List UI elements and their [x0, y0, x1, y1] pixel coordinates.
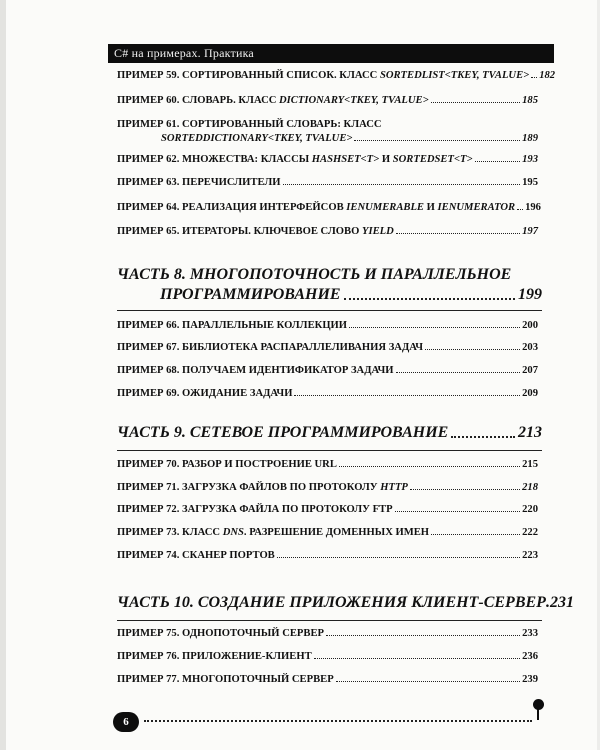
toc-entry-label: ПРИМЕР 73. КЛАСС DNS. РАЗРЕШЕНИЕ ДОМЕННЫХ ИМЕН	[117, 527, 430, 538]
toc-entry-label: ПРИМЕР 63. ПЕРЕЧИСЛИТЕЛИ	[117, 177, 281, 188]
dot-leader	[410, 489, 520, 490]
footer-ornament-dot	[533, 699, 544, 710]
running-header	[108, 44, 554, 63]
toc-entry-65[interactable]	[117, 226, 538, 237]
part-page-number: 199	[518, 286, 542, 303]
toc-page-number: 200	[522, 320, 538, 331]
toc-page-number: 222	[522, 527, 538, 538]
toc-page-number: 209	[522, 388, 538, 399]
toc-page-number: 193	[522, 154, 538, 165]
toc-entry-61[interactable]	[117, 119, 538, 144]
part-heading-10[interactable]	[117, 594, 574, 612]
toc-entry-69[interactable]	[117, 388, 538, 399]
part-heading-line2: ПРОГРАММИРОВАНИЕ	[160, 286, 341, 303]
dot-leader	[395, 511, 521, 512]
section-divider	[117, 310, 542, 311]
toc-entry-73[interactable]	[117, 527, 538, 538]
toc-page-number: 223	[522, 550, 538, 561]
toc-entry-label: ПРИМЕР 64. РЕАЛИЗАЦИЯ ИНТЕРФЕЙСОВ IENUMERABLE И IENUMERATOR	[117, 202, 516, 213]
toc-entry-label: ПРИМЕР 72. ЗАГРУЗКА ФАЙЛА ПО ПРОТОКОЛУ FTP	[117, 504, 393, 515]
dot-leader	[326, 635, 520, 636]
toc-entry-75[interactable]	[117, 628, 538, 639]
dot-leader	[431, 534, 520, 535]
toc-entry-label-line2: SORTEDDICTIONARY<TKEY, TVALUE>	[161, 133, 353, 144]
dot-leader	[451, 436, 515, 438]
toc-entry-label: ПРИМЕР 65. ИТЕРАТОРЫ. КЛЮЧЕВОЕ СЛОВО YIELD	[117, 226, 394, 237]
toc-entry-66[interactable]	[117, 320, 538, 331]
toc-page-number: 196	[525, 202, 541, 213]
toc-page-number: 203	[522, 342, 538, 353]
toc-page-number: 195	[522, 177, 538, 188]
toc-entry-68[interactable]	[117, 365, 538, 376]
toc-entry-label: ПРИМЕР 66. ПАРАЛЛЕЛЬНЫЕ КОЛЛЕКЦИИ	[117, 320, 348, 331]
toc-entry-label: ПРИМЕР 69. ОЖИДАНИЕ ЗАДАЧИ	[117, 388, 293, 399]
toc-entry-64[interactable]	[117, 202, 541, 213]
toc-entry-label-line1: ПРИМЕР 61. СОРТИРОВАННЫЙ СЛОВАРЬ: КЛАСС	[117, 119, 382, 130]
toc-entry-label: ПРИМЕР 77. МНОГОПОТОЧНЫЙ СЕРВЕР	[117, 674, 334, 685]
dot-leader	[277, 557, 520, 558]
part-page-number: 213	[518, 424, 542, 441]
dot-leader	[283, 184, 521, 185]
toc-page-number: 189	[522, 133, 538, 144]
toc-entry-60[interactable]	[117, 95, 538, 106]
toc-entry-label: ПРИМЕР 67. БИБЛИОТЕКА РАСПАРАЛЛЕЛИВАНИЯ ЗАДАЧ	[117, 342, 424, 353]
toc-entry-label: ПРИМЕР 70. РАЗБОР И ПОСТРОЕНИЕ URL	[117, 459, 337, 470]
toc-page-number: 236	[522, 651, 538, 662]
toc-page-number: 215	[522, 459, 538, 470]
dot-leader	[314, 658, 520, 659]
dot-leader	[294, 395, 520, 396]
toc-entry-62[interactable]	[117, 154, 538, 165]
toc-page-number: 218	[522, 482, 538, 493]
part-heading-9[interactable]	[117, 424, 542, 442]
page-edge	[0, 0, 6, 750]
part-heading-8[interactable]	[117, 266, 542, 284]
toc-page-number: 185	[522, 95, 538, 106]
toc-entry-label: ПРИМЕР 62. МНОЖЕСТВА: КЛАССЫ HASHSET<T> И SORTEDSET<T>	[117, 154, 473, 165]
part-heading-8-line2[interactable]	[160, 286, 542, 304]
dot-leader	[425, 349, 520, 350]
toc-entry-76[interactable]	[117, 651, 538, 662]
toc-entry-label: ПРИМЕР 68. ПОЛУЧАЕМ ИДЕНТИФИКАТОР ЗАДАЧИ	[117, 365, 394, 376]
dot-leader	[339, 466, 520, 467]
dot-leader	[396, 233, 520, 234]
footer-dotted-rule	[144, 720, 532, 722]
toc-entry-59[interactable]	[117, 70, 556, 81]
part-heading-title: ЧАСТЬ 10. СОЗДАНИЕ ПРИЛОЖЕНИЯ КЛИЕНТ-СЕРВЕР	[117, 594, 546, 611]
section-divider	[117, 620, 542, 621]
section-divider	[117, 450, 542, 451]
dot-leader	[354, 140, 520, 141]
toc-entry-label: ПРИМЕР 76. ПРИЛОЖЕНИЕ-КЛИЕНТ	[117, 651, 312, 662]
toc-entry-70[interactable]	[117, 459, 538, 470]
toc-page-number: 220	[522, 504, 538, 515]
page-number-badge: 6	[113, 712, 139, 732]
toc-entry-label: ПРИМЕР 59. СОРТИРОВАННЫЙ СПИСОК. КЛАСС SORTEDLIST<TKEY, TVALUE>	[117, 70, 530, 81]
dot-leader	[531, 77, 537, 78]
toc-entry-label: ПРИМЕР 74. СКАНЕР ПОРТОВ	[117, 550, 275, 561]
part-heading-line1: ЧАСТЬ 8. МНОГОПОТОЧНОСТЬ И ПАРАЛЛЕЛЬНОЕ	[117, 266, 512, 283]
toc-entry-71[interactable]	[117, 482, 538, 493]
toc-page-number: 233	[522, 628, 538, 639]
part-heading-title: ЧАСТЬ 9. СЕТЕВОЕ ПРОГРАММИРОВАНИЕ	[117, 424, 449, 441]
toc-entry-63[interactable]	[117, 177, 538, 188]
dot-leader	[396, 372, 521, 373]
toc-entry-label: ПРИМЕР 60. СЛОВАРЬ. КЛАСС DICTIONARY<TKEY, TVALUE>	[117, 95, 429, 106]
toc-entry-77[interactable]	[117, 674, 538, 685]
toc-page-number: 239	[522, 674, 538, 685]
dot-leader	[431, 102, 520, 103]
running-header-title: C# на примерах. Практика	[114, 46, 254, 60]
toc-entry-72[interactable]	[117, 504, 538, 515]
part-page-number: .231	[545, 594, 574, 611]
dot-leader	[336, 681, 520, 682]
toc-page-number: 182	[539, 70, 556, 81]
toc-entry-67[interactable]	[117, 342, 538, 353]
dot-leader	[349, 327, 520, 328]
toc-page-number: 197	[522, 226, 538, 237]
dot-leader	[344, 298, 515, 300]
toc-entry-74[interactable]	[117, 550, 538, 561]
toc-entry-label: ПРИМЕР 71. ЗАГРУЗКА ФАЙЛОВ ПО ПРОТОКОЛУ HTTP	[117, 482, 408, 493]
dot-leader	[517, 209, 523, 210]
toc-page-number: 207	[522, 365, 538, 376]
dot-leader	[475, 161, 521, 162]
toc-entry-label: ПРИМЕР 75. ОДНОПОТОЧНЫЙ СЕРВЕР	[117, 628, 324, 639]
